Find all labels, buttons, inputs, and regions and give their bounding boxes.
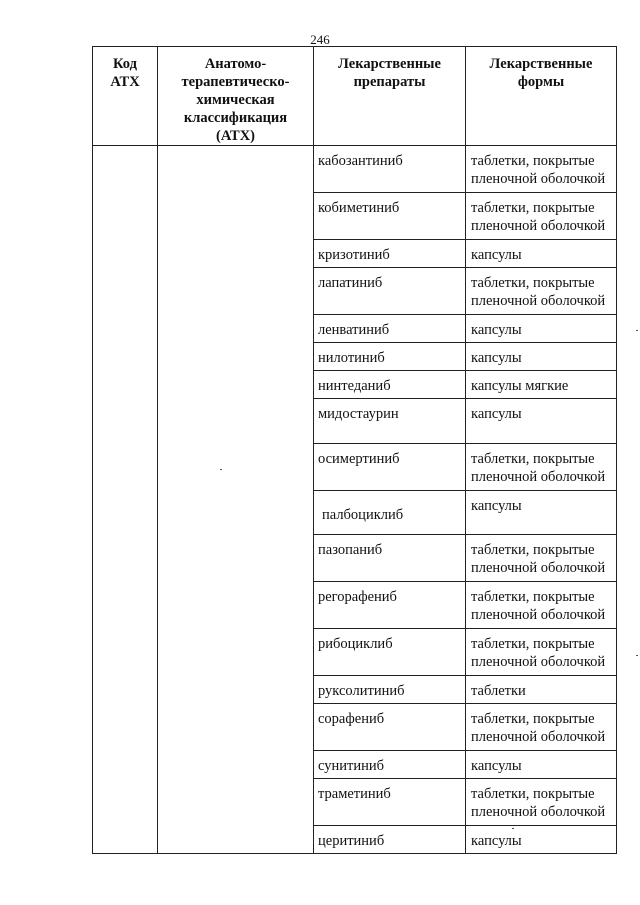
drug-name-cell: сорафениб [314,704,466,751]
drug-name-cell: нинтеданиб [314,371,466,399]
drug-form-line: капсулы [471,406,522,422]
drug-form-cell [466,193,617,240]
drug-form-cell [466,826,617,854]
drug-form-cell [466,582,617,629]
drug-form-line: таблетки, покрытые [471,451,595,467]
scan-speck [512,828,514,829]
drug-form-line: таблетки, покрытые [471,153,595,169]
header-classification-line: терапевтическо- [181,74,290,90]
drug-form-line: пленочной оболочкой [471,804,606,820]
header-classification-line: (АТХ) [216,128,255,144]
drug-form-line: капсулы [471,350,522,366]
drug-name-cell: пазопаниб [314,535,466,582]
drug-form-line: капсулы [471,498,522,514]
drug-form-line: таблетки, покрытые [471,636,595,652]
drug-form-cell [466,629,617,676]
drug-form-cell [466,444,617,491]
header-forms-line: Лекарственные [489,56,593,72]
drug-form-cell [466,315,617,343]
drug-name-cell [314,491,466,535]
drug-form-line: пленочной оболочкой [471,729,606,745]
drug-form-cell [466,535,617,582]
drug-form-line: капсулы мягкие [471,378,569,394]
drug-name-cell: регорафениб [314,582,466,629]
table-header-row [93,47,617,146]
header-atx-classification [158,47,314,146]
header-forms [466,47,617,146]
drug-form-cell [466,343,617,371]
drug-form-line: таблетки, покрытые [471,542,595,558]
drug-form-cell [466,491,617,535]
drug-name-cell: кобиметиниб [314,193,466,240]
header-forms-line: формы [517,74,565,90]
header-classification-line: Анатомо- [204,56,267,72]
drug-form-cell [466,779,617,826]
drug-name-cell: сунитиниб [314,751,466,779]
drug-name-cell: рибоциклиб [314,629,466,676]
drug-form-cell [466,240,617,268]
drug-name-cell: траметиниб [314,779,466,826]
scan-speck [636,655,638,656]
drug-form-line: таблетки, покрытые [471,200,595,216]
drug-form-cell [466,676,617,704]
drug-form-line: таблетки, покрытые [471,711,595,727]
drug-name-cell: кабозантиниб [314,146,466,193]
drug-form-line: капсулы [471,322,522,338]
header-drugs-line: Лекарственные [338,56,441,72]
drug-name-cell: осимертиниб [314,444,466,491]
drug-name-cell: руксолитиниб [314,676,466,704]
scan-speck [636,330,638,331]
drug-name-cell: кризотиниб [314,240,466,268]
drug-form-cell [466,146,617,193]
drug-form-line: пленочной оболочкой [471,218,606,234]
drug-name-text: палбоциклиб [322,507,404,523]
drug-form-line: таблетки, покрытые [471,275,595,291]
drug-form-cell [466,399,617,444]
table-row [93,146,617,193]
drug-form-cell [466,751,617,779]
drug-name-cell: церитиниб [314,826,466,854]
drug-name-cell: нилотиниб [314,343,466,371]
drug-form-line: пленочной оболочкой [471,560,606,576]
drug-form-line: пленочной оболочкой [471,171,606,187]
drug-form-line: таблетки [471,683,526,699]
drug-form-cell [466,268,617,315]
drug-form-line: таблетки, покрытые [471,589,595,605]
drug-form-line: пленочной оболочкой [471,293,606,309]
drug-form-line: капсулы [471,247,522,263]
drug-form-line: капсулы [471,833,522,849]
drug-form-line: капсулы [471,758,522,774]
atx-classification-cell [158,146,314,854]
header-classification-line: химическая [196,92,275,108]
header-drugs [314,47,466,146]
header-atx-code [93,47,158,146]
drug-form-line: пленочной оболочкой [471,654,606,670]
header-classification-line: классификация [183,110,288,126]
scan-speck [220,469,222,470]
header-drugs-line: препараты [353,74,426,90]
drug-form-line: пленочной оболочкой [471,607,606,623]
atx-table [92,46,617,854]
page-number: 246 [310,32,330,47]
drug-name-cell: ленватиниб [314,315,466,343]
drug-form-cell [466,704,617,751]
header-atx-code-line: Код [113,56,137,72]
drug-form-cell [466,371,617,399]
atx-code-cell [93,146,158,854]
drug-name-cell: мидостаурин [314,399,466,444]
drug-form-line: таблетки, покрытые [471,786,595,802]
header-atx-code-line: АТХ [110,74,140,90]
drug-form-line: пленочной оболочкой [471,469,606,485]
drug-name-cell: лапатиниб [314,268,466,315]
